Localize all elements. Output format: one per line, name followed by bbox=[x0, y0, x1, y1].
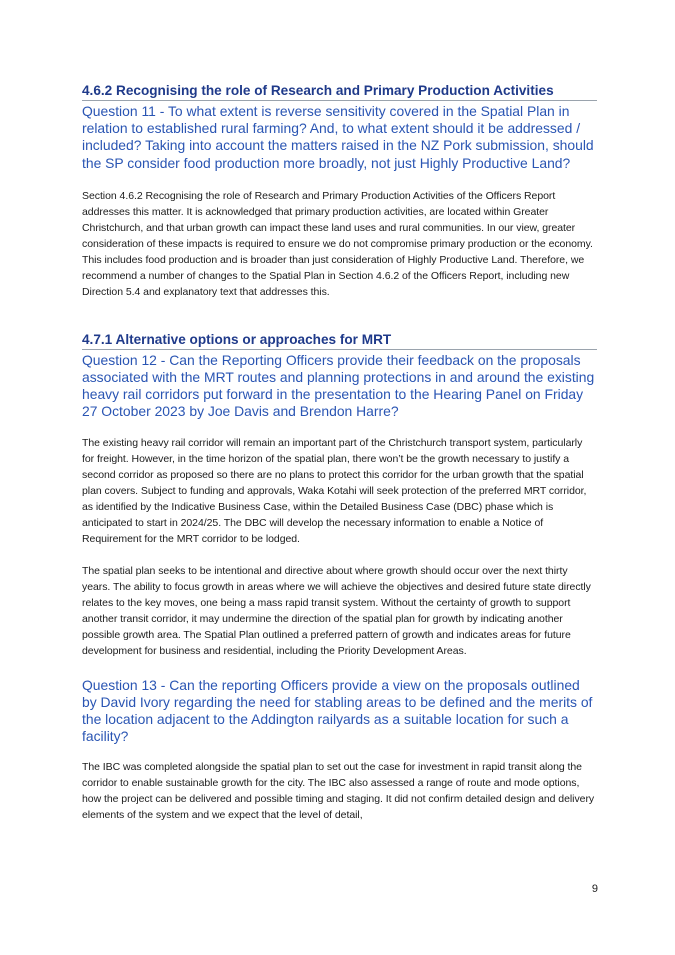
answer-11-paragraph: Section 4.6.2 Recognising the role of Research and Primary Production Activities of the Officers Report addresses this matter. It is acknowledged that primary production activities, are located within Greater Christchurch, and that urban growth can impact these land uses and rural communities. In our view, greater consideration of these impacts is required to ensure we do not compromise primary production or the economy. This includes food production and is broader than just consideration of Highly Productive Land. Therefore, we recommend a number of changes to the Spatial Plan in Section 4.6.2 of the Officers Report, including new Direction 5.4 and explanatory text that addresses this. bbox=[82, 189, 593, 298]
question-12: Question 12 - Can the Reporting Officers provide their feedback on the proposals associated with the MRT routes and planning protections in and around the existing heavy rail corridors put forward in the presentation to the Hearing Panel on Friday 27 October 2023 by Joe Davis and Brendon Harre? bbox=[82, 351, 595, 420]
answer-12-paragraph-1: The existing heavy rail corridor will remain an important part of the Christchurch transport system, particularly for freight. However, in the time horizon of the spatial plan, there won’t be the growth necessary to justify a second corridor as proposed so there are no plans to protect this corridor for the urban growth that the spatial plan covers. Subject to funding and approvals, Waka Kotahi will seek protection of the preferred MRT corridor, as identified by the Indicative Business Case, within the Detailed Business Case (DBC) phase which is anticipated to start in 2024/25. The DBC will develop the necessary information to enable a Notice of Requirement for the MRT corridor to be lodged. bbox=[82, 436, 587, 545]
document-page bbox=[82, 82, 597, 823]
question-13: Question 13 - Can the reporting Officers provide a view on the proposals outlined by David Ivory regarding the need for stabling areas to be defined and the merits of the location adjacent to the Addington railyards as a suitable location for such a facility? bbox=[82, 676, 593, 745]
page-number: 9 bbox=[591, 883, 598, 895]
answer-12-paragraph-2: The spatial plan seeks to be intentional and directive about where growth should occur over the next thirty years. The ability to focus growth in areas where we will achieve the objectives and desired future state directly relates to the key moves, one being a mass rapid transit system. Without the certainty of growth to support another transit corridor, it may undermine the direction of the spatial plan for growth by indicating another possible growth area. The Spatial Plan outlined a preferred pattern of growth and indicates areas for future development for business and residential, including the Priority Development Areas. bbox=[82, 564, 591, 657]
section-heading-4-7-1: 4.7.1 Alternative options or approaches for MRT bbox=[82, 331, 597, 350]
section-heading-4-6-2: 4.6.2 Recognising the role of Research and Primary Production Activities bbox=[82, 82, 597, 101]
question-11: Question 11 - To what extent is reverse sensitivity covered in the Spatial Plan in relation to established rural farming? And, to what extent should it be addressed / included? Taking into account the matters raised in the NZ Pork submission, should the SP consider food production more broadly, not just Highly Productive Land? bbox=[82, 103, 594, 171]
answer-13-paragraph: The IBC was completed alongside the spatial plan to set out the case for investment in rapid transit along the corridor to enable sustainable growth for the city. The IBC also assessed a range of route and mode options, how the project can be delivered and possible timing and staging. It did not confirm detailed design and delivery elements of the system and we expect that the level of detail, bbox=[82, 761, 595, 822]
